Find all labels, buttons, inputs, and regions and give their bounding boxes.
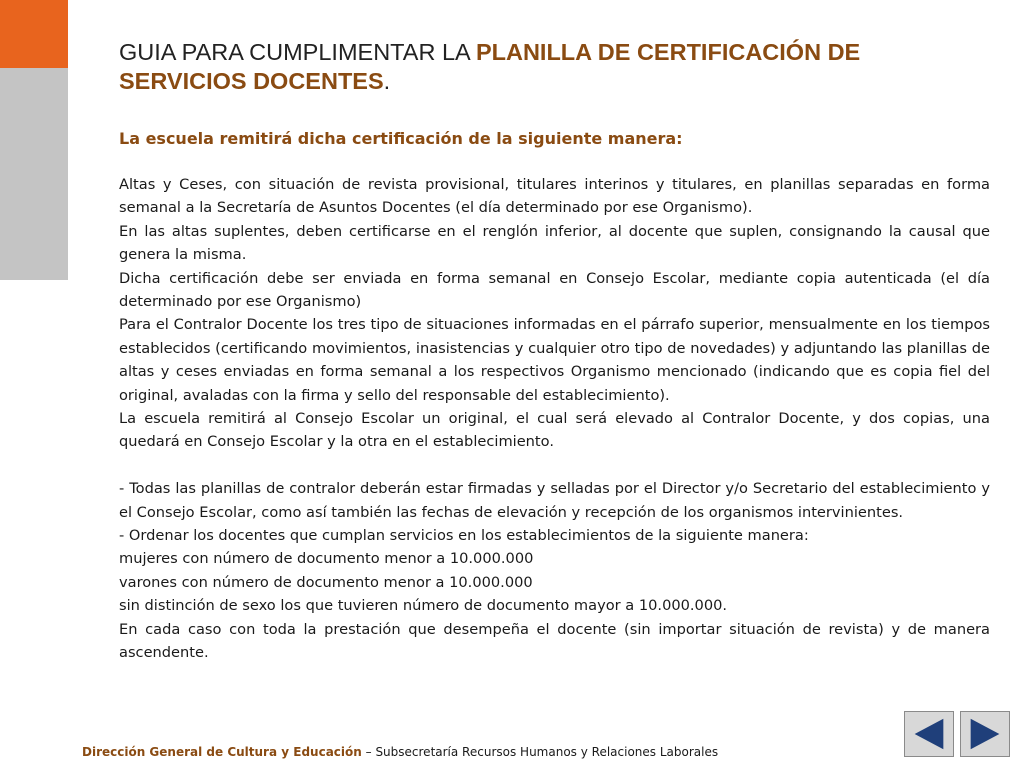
next-slide-button[interactable] <box>960 711 1010 757</box>
footer <box>82 745 718 759</box>
decorative-gray-bar <box>0 68 68 280</box>
title-accent: PLANILLA DE CERTIFICACIÓN DE SERVICIOS DOCENTES <box>119 39 861 94</box>
paragraph: La escuela remitirá al Consejo Escolar un original, el cual será elevado al Contralor Docente, y dos copias, una quedará en Consejo Escolar y la otra en el establecimiento. <box>119 410 990 451</box>
paragraph: Altas y Ceses, con situación de revista provisional, titulares interinos y titulares, en planillas separadas en forma semanal a la Secretaría de Asuntos Docentes (el día determinado por ese Organismo). <box>119 176 990 217</box>
spacer <box>119 454 990 477</box>
page-title <box>119 38 979 96</box>
paragraph: - Todas las planillas de contralor deberán estar firmadas y selladas por el Director y/o Secretario del establecimiento y el Consejo Escolar, como así también las fechas de elevación y recepción de los organismos intervinientes. <box>119 480 990 521</box>
footer-org: Dirección General de Cultura y Educación <box>82 745 362 759</box>
paragraph: En las altas suplentes, deben certificarse en el renglón inferior, al docente que suplen, consignando la causal que genera la misma. <box>119 222 990 264</box>
paragraph: Dicha certificación debe ser enviada en forma semanal en Consejo Escolar, mediante copia autenticada (el día determinado por ese Organismo) <box>119 269 990 311</box>
title-prefix: GUIA PARA CUMPLIMENTAR LA <box>119 39 476 65</box>
arrow-right-icon <box>961 712 1009 756</box>
prev-slide-button[interactable] <box>904 711 954 757</box>
document-body <box>119 127 990 665</box>
list-item: sin distinción de sexo los que tuvieren número de documento mayor a 10.000.000. <box>119 597 728 615</box>
list-item: mujeres con número de documento menor a 10.000.000 <box>119 550 534 568</box>
footer-rest: – Subsecretaría Recursos Humanos y Relaciones Laborales <box>361 745 719 759</box>
decorative-orange-block <box>0 0 68 68</box>
paragraph: En cada caso con toda la prestación que desempeña el docente (sin importar situación de revista) y de manera ascendente. <box>119 620 990 662</box>
paragraph: - Ordenar los docentes que cumplan servicios en los establecimientos de la siguiente manera: <box>119 527 809 545</box>
list-item: varones con número de documento menor a 10.000.000 <box>119 573 533 591</box>
title-suffix: . <box>383 68 391 94</box>
section-subtitle: La escuela remitirá dicha certificación de la siguiente manera: <box>119 129 683 148</box>
arrow-left-icon <box>905 712 953 756</box>
paragraph: Para el Contralor Docente los tres tipo de situaciones informadas en el párrafo superior, mensualmente en los tiempos establecidos (certificando movimientos, inasistencias y cualquier otro tipo de novedades) y adjuntando las planillas de altas y ceses enviadas en forma semanal a los respectivos Organismo mencionado (indicando que es copia fiel del original, avaladas con la firma y sello del responsable del establecimiento). <box>119 316 990 404</box>
